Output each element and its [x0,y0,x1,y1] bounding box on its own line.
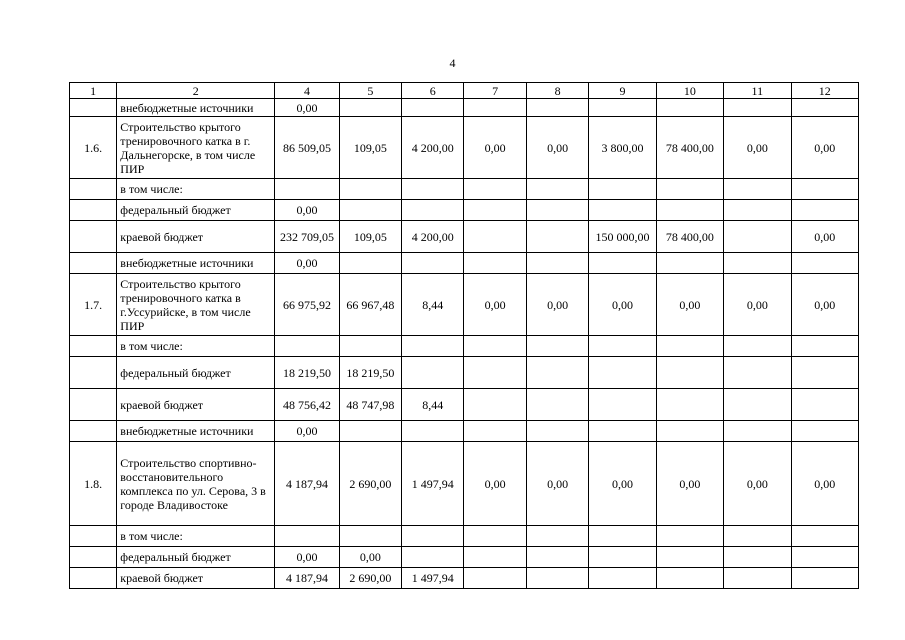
table-row [70,221,859,253]
value-cell [589,357,656,389]
value-cell [339,336,401,357]
row-name-cell: внебюджетные источники [117,253,275,274]
table-row [70,547,859,568]
row-number-cell [70,526,117,547]
value-cell [464,99,526,117]
row-name-cell: в том числе: [117,336,275,357]
value-cell [402,253,464,274]
value-cell [656,389,723,421]
value-cell [526,389,588,421]
value-cell: 0,00 [589,442,656,526]
value-cell [526,253,588,274]
value-cell [526,336,588,357]
value-cell [275,179,339,200]
value-cell: 8,44 [402,389,464,421]
budget-table [69,82,859,589]
value-cell [656,99,723,117]
row-name-cell: в том числе: [117,179,275,200]
value-cell [589,336,656,357]
value-cell [791,389,858,421]
value-cell [724,179,791,200]
value-cell [526,200,588,221]
value-cell [339,99,401,117]
row-number-cell: 1.7. [70,274,117,336]
value-cell [275,336,339,357]
header-cell: 8 [526,83,588,99]
value-cell: 4 200,00 [402,117,464,179]
page-number: 4 [449,56,456,70]
value-cell [656,357,723,389]
value-cell: 2 690,00 [339,442,401,526]
value-cell: 86 509,05 [275,117,339,179]
value-cell [724,357,791,389]
value-cell: 0,00 [275,253,339,274]
value-cell [402,99,464,117]
header-cell: 6 [402,83,464,99]
value-cell [402,336,464,357]
row-name-cell: краевой бюджет [117,389,275,421]
value-cell: 150 000,00 [589,221,656,253]
row-number-cell [70,99,117,117]
value-cell: 0,00 [526,442,588,526]
value-cell [464,357,526,389]
header-cell: 11 [724,83,791,99]
value-cell [589,547,656,568]
value-cell: 48 747,98 [339,389,401,421]
value-cell: 1 497,94 [402,442,464,526]
table-row [70,99,859,117]
value-cell [402,200,464,221]
value-cell [402,179,464,200]
header-cell: 4 [275,83,339,99]
row-number-cell [70,357,117,389]
value-cell [402,547,464,568]
table-row [70,389,859,421]
value-cell [724,99,791,117]
value-cell [724,221,791,253]
table-row [70,179,859,200]
value-cell [526,568,588,589]
row-name-cell: краевой бюджет [117,221,275,253]
value-cell [656,421,723,442]
row-name-cell: федеральный бюджет [117,357,275,389]
value-cell: 0,00 [464,117,526,179]
item-row [70,117,859,179]
item-row [70,442,859,526]
value-cell: 0,00 [791,442,858,526]
value-cell [526,357,588,389]
value-cell [526,99,588,117]
row-name-cell: краевой бюджет [117,568,275,589]
table-row [70,200,859,221]
value-cell [656,253,723,274]
value-cell [589,568,656,589]
value-cell: 0,00 [275,200,339,221]
header-cell: 12 [791,83,858,99]
value-cell [656,526,723,547]
value-cell [791,336,858,357]
value-cell [656,200,723,221]
value-cell: 0,00 [724,442,791,526]
value-cell: 2 690,00 [339,568,401,589]
value-cell [589,421,656,442]
row-number-cell [70,253,117,274]
value-cell: 0,00 [791,221,858,253]
row-name-cell: в том числе: [117,526,275,547]
value-cell [402,421,464,442]
value-cell [589,389,656,421]
value-cell [589,200,656,221]
value-cell [589,526,656,547]
value-cell [589,179,656,200]
value-cell [526,221,588,253]
value-cell: 4 187,94 [275,442,339,526]
value-cell [589,99,656,117]
value-cell [724,336,791,357]
value-cell: 232 709,05 [275,221,339,253]
value-cell [402,526,464,547]
value-cell [339,200,401,221]
value-cell [656,547,723,568]
value-cell [339,421,401,442]
row-number-cell: 1.6. [70,117,117,179]
value-cell: 0,00 [589,274,656,336]
value-cell [724,253,791,274]
header-row [70,83,859,99]
item-row [70,274,859,336]
value-cell: 4 187,94 [275,568,339,589]
row-number-cell [70,421,117,442]
row-number-cell: 1.8. [70,442,117,526]
value-cell [791,253,858,274]
value-cell [791,99,858,117]
value-cell [526,547,588,568]
row-number-cell [70,389,117,421]
row-name-cell: Строительство крытого тренировочного катка в г. Дальнегорске, в том числе ПИР [117,117,275,179]
value-cell: 0,00 [791,274,858,336]
value-cell [656,179,723,200]
table-row [70,336,859,357]
row-name-cell: внебюджетные источники [117,99,275,117]
value-cell [464,200,526,221]
value-cell [791,421,858,442]
value-cell [339,253,401,274]
value-cell: 8,44 [402,274,464,336]
value-cell: 0,00 [464,442,526,526]
value-cell: 78 400,00 [656,221,723,253]
value-cell [724,547,791,568]
value-cell: 0,00 [791,117,858,179]
value-cell [724,568,791,589]
value-cell: 0,00 [275,547,339,568]
value-cell: 66 967,48 [339,274,401,336]
value-cell [526,526,588,547]
value-cell [791,568,858,589]
value-cell [791,547,858,568]
value-cell [526,421,588,442]
value-cell [464,179,526,200]
value-cell [464,221,526,253]
row-number-cell [70,568,117,589]
value-cell: 0,00 [339,547,401,568]
row-number-cell [70,547,117,568]
row-number-cell [70,179,117,200]
row-number-cell [70,200,117,221]
header-cell: 1 [70,83,117,99]
value-cell: 0,00 [464,274,526,336]
value-cell: 109,05 [339,221,401,253]
value-cell [724,389,791,421]
value-cell [526,179,588,200]
value-cell [589,253,656,274]
value-cell: 0,00 [656,274,723,336]
value-cell: 18 219,50 [275,357,339,389]
row-name-cell: федеральный бюджет [117,200,275,221]
value-cell: 0,00 [724,117,791,179]
table-row [70,421,859,442]
value-cell: 1 497,94 [402,568,464,589]
value-cell [464,568,526,589]
value-cell [402,357,464,389]
header-cell: 2 [117,83,275,99]
value-cell [339,179,401,200]
row-number-cell [70,336,117,357]
value-cell: 0,00 [526,117,588,179]
value-cell: 0,00 [656,442,723,526]
value-cell [464,526,526,547]
value-cell [724,200,791,221]
value-cell [464,547,526,568]
value-cell: 0,00 [526,274,588,336]
value-cell: 48 756,42 [275,389,339,421]
header-cell: 10 [656,83,723,99]
value-cell: 66 975,92 [275,274,339,336]
table-row [70,568,859,589]
row-name-cell: Строительство спортивно-восстановительного комплекса по ул. Серова, 3 в городе Владивостоке [117,442,275,526]
header-cell: 7 [464,83,526,99]
header-cell: 9 [589,83,656,99]
row-name-cell: федеральный бюджет [117,547,275,568]
value-cell [656,336,723,357]
row-number-cell [70,221,117,253]
value-cell: 4 200,00 [402,221,464,253]
value-cell [275,526,339,547]
value-cell [724,526,791,547]
table-row [70,253,859,274]
header-cell: 5 [339,83,401,99]
value-cell [464,253,526,274]
table-row [70,357,859,389]
value-cell [464,389,526,421]
value-cell: 0,00 [275,421,339,442]
value-cell: 0,00 [275,99,339,117]
row-name-cell: Строительство крытого тренировочного катка в г.Уссурийске, в том числе ПИР [117,274,275,336]
value-cell: 18 219,50 [339,357,401,389]
value-cell: 109,05 [339,117,401,179]
value-cell: 3 800,00 [589,117,656,179]
value-cell [656,568,723,589]
value-cell: 0,00 [724,274,791,336]
value-cell [791,526,858,547]
table-row [70,526,859,547]
row-name-cell: внебюджетные источники [117,421,275,442]
value-cell [339,526,401,547]
value-cell [791,357,858,389]
value-cell [791,179,858,200]
value-cell [464,336,526,357]
value-cell [724,421,791,442]
value-cell [464,421,526,442]
value-cell: 78 400,00 [656,117,723,179]
value-cell [791,200,858,221]
